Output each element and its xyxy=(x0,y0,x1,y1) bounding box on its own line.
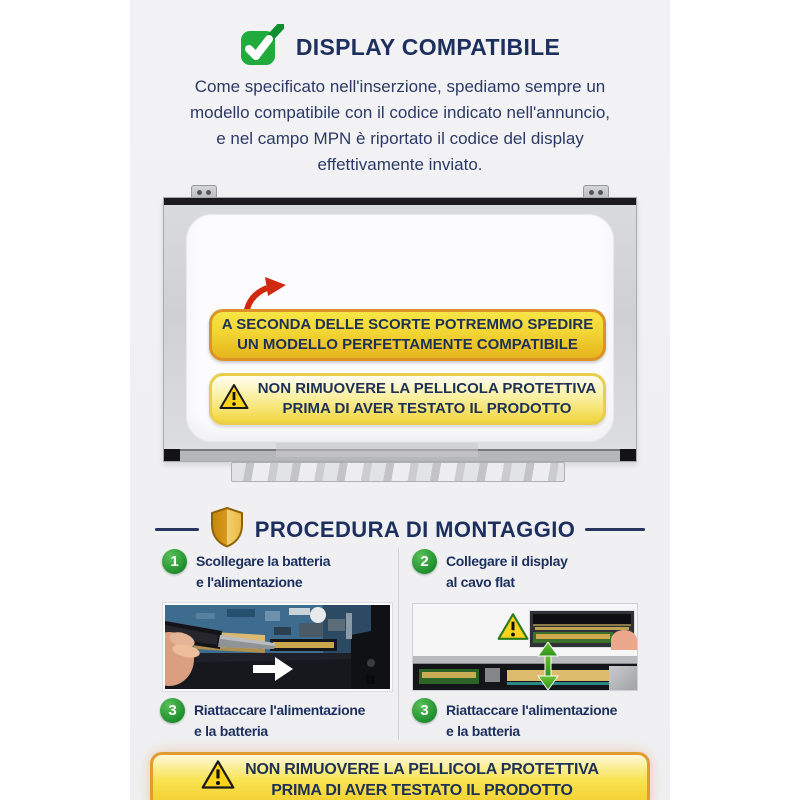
intro-line: modello compatibile con il codice indicato nell'annuncio, xyxy=(190,103,610,122)
screw-hole xyxy=(197,190,202,195)
step-3-right xyxy=(412,698,617,742)
gold-pins xyxy=(535,627,629,630)
gold-contact-band xyxy=(422,672,476,678)
check-icon xyxy=(240,24,284,71)
warning-icon xyxy=(219,383,249,416)
film-warning-line: NON RIMUOVERE LA PELLICOLA PROTETTIVA xyxy=(257,380,597,397)
step-number-badge: 2 xyxy=(412,549,437,574)
step-label: Scollegare la batteria xyxy=(196,553,331,569)
step-label: e l'alimentazione xyxy=(196,574,303,590)
content-column xyxy=(130,0,670,800)
step-label: Riattaccare l'alimentazione xyxy=(194,702,366,718)
stock-notice-label xyxy=(209,309,606,361)
header xyxy=(130,24,670,71)
finger xyxy=(611,630,637,650)
section-title: PROCEDURA DI MONTAGGIO xyxy=(254,516,576,542)
step-1-photo xyxy=(163,603,392,691)
step-number-badge: 1 xyxy=(162,549,187,574)
intro-paragraph xyxy=(140,74,660,178)
panel-connector-edge xyxy=(413,656,637,690)
banner-warning-line: NON RIMUOVERE LA PELLICOLA PROTETTIVA xyxy=(245,761,599,778)
gold-contact-band xyxy=(536,634,610,639)
intro-line: Come specificato nell'inserzione, spediamo sempre un xyxy=(194,77,606,96)
screw-hole xyxy=(598,190,603,195)
step-number-badge: 3 xyxy=(412,698,437,723)
step-3-left xyxy=(160,698,365,742)
shield-icon xyxy=(209,506,245,553)
banner-warning-line: PRIMA DI AVER TESTATO IL PRODOTTO xyxy=(271,782,573,799)
step-label: e la batteria xyxy=(446,723,520,739)
pcb-connector xyxy=(419,669,479,684)
page-title: DISPLAY COMPATIBILE xyxy=(295,34,561,60)
intro-line: effettivamente inviato. xyxy=(317,155,483,174)
stock-notice-line: UN MODELLO PERFETTAMENTE COMPATIBILE xyxy=(237,336,578,353)
panel-corner-right xyxy=(620,449,636,461)
warning-icon xyxy=(497,612,529,646)
section-header xyxy=(130,506,670,553)
panel-corner-left xyxy=(164,449,180,461)
divider-line-right xyxy=(585,528,645,531)
step-label: al cavo flat xyxy=(446,574,515,590)
divider-line-left xyxy=(155,528,199,531)
connector-band xyxy=(413,664,637,690)
connector-latch xyxy=(485,668,500,682)
green-double-arrow-icon xyxy=(537,642,559,691)
bottom-warning-banner xyxy=(150,752,650,800)
screw-hole xyxy=(589,190,594,195)
step-2 xyxy=(412,549,568,593)
protective-film-label xyxy=(209,373,606,425)
flat-cable-connector xyxy=(533,614,631,626)
step-2-photo xyxy=(412,603,638,691)
metal-rail xyxy=(413,656,637,664)
column-divider xyxy=(398,548,399,740)
foil-connector-strip xyxy=(231,462,565,482)
screw-hole xyxy=(206,190,211,195)
step-1 xyxy=(162,549,330,593)
step-label: e la batteria xyxy=(194,723,268,739)
stock-notice-line: A SECONDA DELLE SCORTE POTREMMO SPEDIRE xyxy=(221,316,594,333)
film-warning-line: PRIMA DI AVER TESTATO IL PRODOTTO xyxy=(282,400,572,417)
step-number-badge: 3 xyxy=(160,698,185,723)
lcd-panel-figure xyxy=(163,185,637,485)
foil-tape xyxy=(609,666,637,691)
panel-top-edge xyxy=(164,198,636,205)
step-label: Riattaccare l'alimentazione xyxy=(446,702,618,718)
intro-line: e nel campo MPN è riportato il codice del display xyxy=(216,129,584,148)
panel-reflection xyxy=(276,443,478,457)
step-label: Collegare il display xyxy=(446,553,568,569)
warning-icon xyxy=(201,759,235,795)
